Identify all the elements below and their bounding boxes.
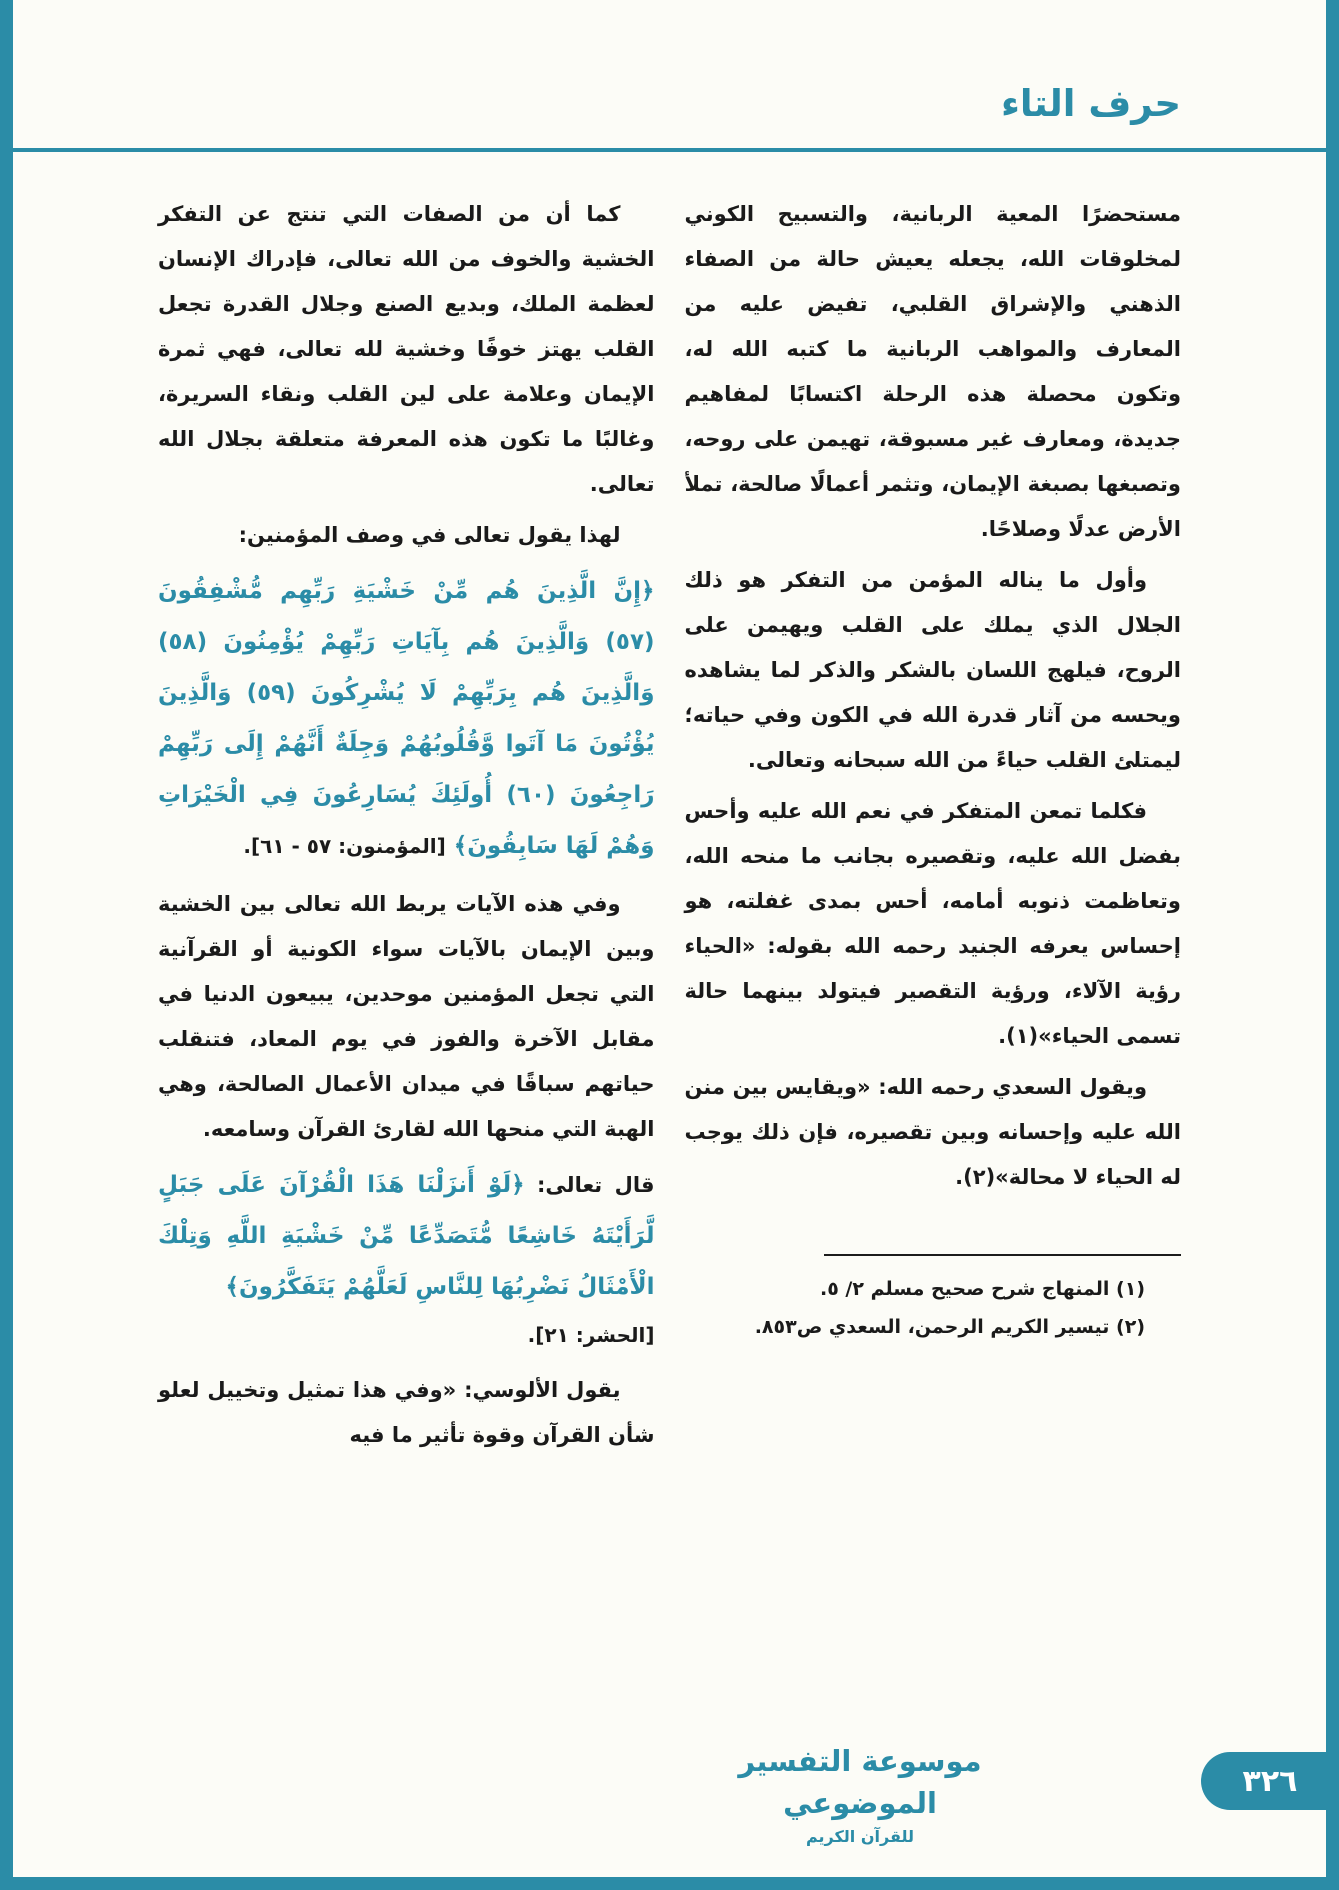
verse-reference: [الحشر: ٢١]. bbox=[527, 1323, 655, 1347]
left-column bbox=[158, 192, 655, 1464]
paragraph: كما أن من الصفات التي تنتج عن التفكر الخشية والخوف من الله تعالى، فإدراك الإنسان لعظمة الملك، وبديع الصنع وجلال القدرة تجعل القلب يهتز خوفًا وخشية لله تعالى، فهي ثمرة الإيمان وعلامة على لين القلب ونقاء السريرة، وغالبًا ما تكون هذه المعرفة متعلقة بجلال الله تعالى. bbox=[158, 202, 655, 496]
footnote-item: (١) المنهاج شرح صحيح مسلم ٢/ ٥. bbox=[819, 1278, 1145, 1300]
left-border-strip bbox=[0, 0, 13, 1890]
paragraph: وأول ما يناله المؤمن من التفكر هو ذلك الجلال الذي يملك على القلب ويهيمن على الروح، فيلهج اللسان بالشكر والذكر لما يشاهده ويحسه من آثار قدرة الله في الكون وفي حياته؛ ليمتلئ القلب حياءً من الله سبحانه وتعالى. bbox=[684, 568, 1181, 772]
right-border-strip bbox=[1326, 0, 1339, 1890]
page-number-badge: ٣٢٦ bbox=[1201, 1752, 1339, 1810]
paragraph: مستحضرًا المعية الربانية، والتسبيح الكوني لمخلوقات الله، يجعله يعيش حالة من الصفاء الذهني والإشراق القلبي، تفيض عليه من المعارف والمواهب الربانية ما كتبه الله له، وتكون محصلة هذه الرحلة اكتسابًا لمفاهيم جديدة، ومعارف غير مسبوقة، تهيمن على روحه، وتصبغها بصبغة الإيمان، وتثمر أعمالًا صالحة، تملأ الأرض عدلًا وصلاحًا. bbox=[684, 202, 1181, 541]
verse-intro: قال تعالى: bbox=[524, 1173, 655, 1197]
publisher-logo-title: موسوعة التفسير الموضوعي bbox=[738, 1744, 982, 1820]
bottom-border-strip bbox=[0, 1877, 1339, 1890]
right-column bbox=[685, 192, 1182, 1346]
footnote-item: (٢) تيسير الكريم الرحمن، السعدي ص٨٥٣. bbox=[754, 1316, 1145, 1338]
verse-text: ﴿لَوْ أَنزَلْنَا هَذَا الْقُرْآنَ عَلَى جَبَلٍ لَّرَأَيْتَهُ خَاشِعًا مُّتَصَدِّعًا مِّنْ خَشْيَةِ اللَّهِ وَتِلْكَ الْأَمْثَالُ نَضْرِبُهَا لِلنَّاسِ لَعَلَّهُمْ يَتَفَكَّرُونَ﴾ bbox=[158, 1172, 655, 1300]
quran-verse-hashr bbox=[158, 1160, 655, 1358]
page-content bbox=[158, 192, 1181, 1464]
verse-reference: [المؤمنون: ٥٧ - ٦١]. bbox=[243, 834, 446, 858]
paragraph: يقول الألوسي: «وفي هذا تمثيل وتخييل لعلو شأن القرآن وقوة تأثير ما فيه bbox=[158, 1378, 655, 1447]
footnote-divider bbox=[824, 1254, 1181, 1256]
publisher-logo bbox=[690, 1740, 1030, 1850]
paragraph: لهذا يقول تعالى في وصف المؤمنين: bbox=[238, 523, 621, 547]
verse-text: ﴿إِنَّ الَّذِينَ هُم مِّنْ خَشْيَةِ رَبِّهِم مُّشْفِقُونَ (٥٧) وَالَّذِينَ هُم بِآيَاتِ رَبِّهِمْ يُؤْمِنُونَ (٥٨) وَالَّذِينَ هُم بِرَبِّهِمْ لَا يُشْرِكُونَ (٥٩) وَالَّذِينَ يُؤْتُونَ مَا آتَوا وَّقُلُوبُهُمْ وَجِلَةٌ أَنَّهُمْ إِلَى رَبِّهِمْ رَاجِعُونَ (٦٠) أُولَئِكَ يُسَارِعُونَ فِي الْخَيْرَاتِ وَهُمْ لَهَا سَابِقُونَ﴾ bbox=[158, 578, 655, 859]
paragraph: ويقول السعدي رحمه الله: «ويقايس بين منن الله عليه وإحسانه وبين تقصيره، فإن ذلك يوجب له الحياء لا محالة»(٢). bbox=[684, 1075, 1181, 1189]
paragraph: فكلما تمعن المتفكر في نعم الله عليه وأحس بفضل الله عليه، وتقصيره بجانب ما منحه الله، وتعاظمت ذنوبه أمامه، أحس بمدى غفلته، هو إحساس يعرفه الجنيد رحمه الله بقوله: «الحياء رؤية الآلاء، ورؤية التقصير فيتولد بينهما حالة تسمى الحياء»(١). bbox=[684, 799, 1181, 1048]
publisher-logo-subtitle: للقرآن الكريم bbox=[805, 1827, 915, 1846]
chapter-title: حرف التاء bbox=[1000, 82, 1181, 125]
quran-verse-muminun bbox=[158, 566, 655, 872]
footnotes-section bbox=[685, 1254, 1182, 1346]
paragraph: وفي هذه الآيات يربط الله تعالى بين الخشية وبين الإيمان بالآيات سواء الكونية أو القرآنية التي تجعل المؤمنين موحدين، يبيعون الدنيا في مقابل الآخرة والفوز في يوم المعاد، فتنقلب حياتهم سباقًا في ميدان الأعمال الصالحة، وهي الهبة التي منحها الله لقارئ القرآن وسامعه. bbox=[158, 892, 655, 1141]
header-rule bbox=[13, 148, 1326, 152]
